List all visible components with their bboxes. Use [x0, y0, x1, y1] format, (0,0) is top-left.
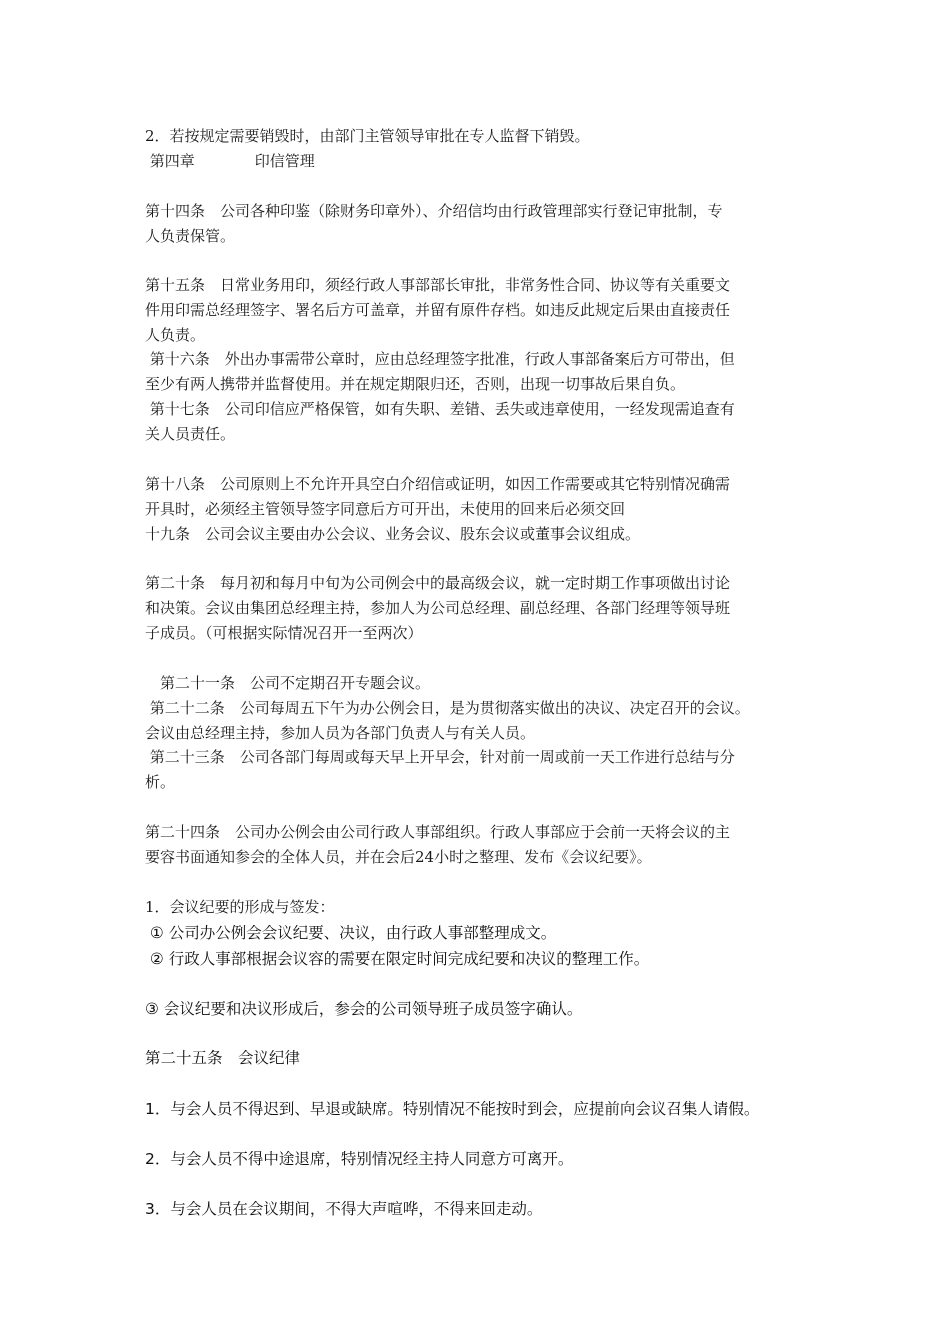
text-line: 第十六条 外出办事需带公章时，应由总经理签字批准，行政人事部备案后方可带出，但 — [145, 350, 735, 368]
text-line: 关人员责任。 — [145, 425, 236, 443]
text-line: 第十七条 公司印信应严格保管，如有失职、差错、丢失或违章使用，一经发现需追查有 — [145, 400, 735, 418]
text-line: 十九条 公司会议主要由办公会议、业务会议、股东会议或董事会议组成。 — [145, 525, 641, 543]
list-item: ③ 会议纪要和决议形成后，参会的公司领导班子成员签字确认。 — [145, 1000, 583, 1018]
text-line: 析。 — [145, 773, 176, 791]
list-item: 3．与会人员在会议期间，不得大声喧哗，不得来回走动。 — [145, 1200, 543, 1218]
list-item: ② 行政人事部根据会议容的需要在限定时间完成纪要和决议的整理工作。 — [145, 950, 650, 968]
text-line: 和决策。会议由集团总经理主持，参加人为公司总经理、副总经理、各部门经理等领导班 — [145, 599, 731, 617]
text-line: 第十八条 公司原则上不允许开具空白介绍信或证明，如因工作需要或其它特别情况确需 — [145, 475, 731, 493]
text-line: 人负责保管。 — [145, 227, 236, 245]
text-line: 2．若按规定需要销毁时，由部门主管领导审批在专人监督下销毁。 — [145, 127, 590, 145]
text-line: 开具时，必须经主管领导签字同意后方可开出，未使用的回来后必须交回 — [145, 500, 626, 518]
list-item: ① 公司办公例会会议纪要、决议，由行政人事部整理成文。 — [145, 924, 557, 942]
text-line: 人负责。 — [145, 326, 206, 344]
text-line: 第二十四条 公司办公例会由公司行政人事部组织。行政人事部应于会前一天将会议的主 — [145, 823, 731, 841]
text-line: 第二十二条 公司每周五下午为办公例会日，是为贯彻落实做出的决议、决定召开的会议。 — [145, 699, 750, 717]
text-line: 第十五条 日常业务用印，须经行政人事部部长审批，非常务性合同、协议等有关重要文 — [145, 276, 731, 294]
text-line: 第二十一条 公司不定期召开专题会议。 — [145, 674, 431, 692]
text-line: 子成员。（可根据实际情况召开一至两次） — [145, 624, 423, 642]
chapter-heading: 第四章 印信管理 — [145, 152, 315, 170]
text-line: 第十四条 公司各种印鉴（除财务印章外）、介绍信均由行政管理部实行登记审批制，专 — [145, 202, 723, 220]
text-line: 会议由总经理主持，参加人员为各部门负责人与有关人员。 — [145, 724, 536, 742]
text-line: 至少有两人携带并监督使用。并在规定期限归还，否则，出现一切事故后果自负。 — [145, 375, 686, 393]
text-line: 第二十三条 公司各部门每周或每天早上开早会，针对前一周或前一天工作进行总结与分 — [145, 748, 735, 766]
section-heading: 第二十五条 会议纪律 — [145, 1049, 301, 1067]
list-item: 1．与会人员不得迟到、早退或缺席。特别情况不能按时到会，应提前向会议召集人请假。 — [145, 1100, 760, 1118]
text-line: 1．会议纪要的形成与签发： — [145, 898, 335, 916]
text-line: 要容书面通知参会的全体人员，并在会后24小时之整理、发布《会议纪要》。 — [145, 848, 652, 866]
list-item: 2．与会人员不得中途退席，特别情况经主持人同意方可离开。 — [145, 1150, 574, 1168]
text-line: 第二十条 每月初和每月中旬为公司例会中的最高级会议，就一定时期工作事项做出讨论 — [145, 574, 731, 592]
text-line: 件用印需总经理签字、署名后方可盖章，并留有原件存档。如违反此规定后果由直接责任 — [145, 301, 731, 319]
